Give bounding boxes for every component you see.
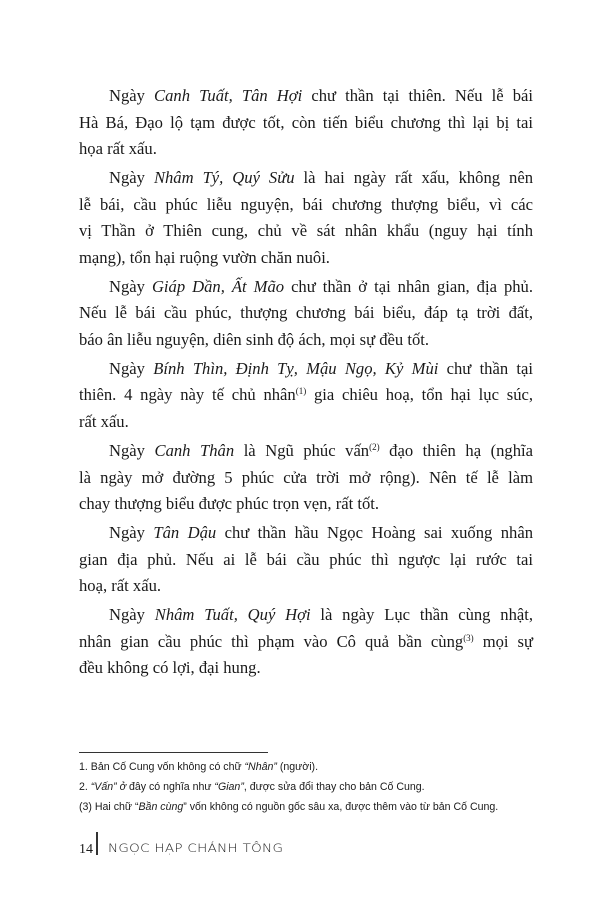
italic-text: Bần cùng: [138, 801, 184, 813]
footnote: [79, 777, 498, 797]
text-run: , được sửa đổi thay cho bản Cố Cung.: [243, 781, 425, 793]
text-line: [79, 520, 533, 547]
text-run: chư thần ở tại nhân gian, địa phủ.: [284, 276, 533, 296]
text-line: [79, 356, 533, 383]
text-run: họa rất xấu.: [79, 139, 157, 159]
page-number: 14: [79, 842, 93, 857]
text-run: mạng), tổn hại ruộng vườn chăn nuôi.: [79, 247, 330, 267]
text-line: [79, 218, 533, 245]
italic-text: Canh Thân: [154, 440, 235, 460]
text-run: chư thần tại: [438, 358, 534, 378]
text-run: Ngày: [109, 86, 155, 105]
text-run: báo ân liễu nguyện, diên sinh độ ách, mọi sự đều tốt.: [79, 329, 430, 349]
text-run: 2.: [79, 781, 91, 793]
text-run: chay thượng biểu được phúc trọn vẹn, rất tốt.: [79, 494, 380, 514]
paragraph: [79, 520, 533, 600]
paragraph: [79, 602, 533, 682]
text-run: (người).: [276, 761, 319, 773]
footnote: [79, 797, 498, 817]
text-run: Ngày: [109, 276, 152, 296]
text-line: [79, 83, 533, 110]
footnote: [79, 757, 498, 777]
text-run: thiên. 4 ngày này tế chủ nhân: [79, 385, 296, 405]
text-run: Ngày: [109, 522, 154, 542]
italic-text: “Gian”: [214, 781, 244, 793]
text-run: nhân gian cầu phúc thì phạm vào Cô quả bần cùng: [79, 631, 464, 651]
italic-text: Nhâm Tuất, Quý Hợi: [154, 605, 311, 625]
text-run: là ngày Lục thần cùng nhật,: [310, 605, 533, 625]
text-run: gia chiêu hoạ, tổn hại lục súc,: [306, 385, 534, 405]
footnote-ref: (3): [463, 632, 474, 643]
text-line: [79, 602, 533, 629]
italic-text: Nhâm Tý, Quý Sửu: [153, 168, 295, 188]
paragraph: [79, 83, 533, 163]
text-line: [79, 629, 533, 656]
text-run: Hà Bá, Đạo lộ tạm được tốt, còn tiến biểu chương thì lại bị tai: [79, 112, 533, 132]
text-run: hoạ, rất xấu.: [79, 576, 162, 596]
text-run: Ngày: [109, 440, 155, 460]
footnote-ref: (2): [369, 441, 380, 452]
text-line: [79, 274, 533, 301]
italic-text: Giáp Dần, Ất Mão: [151, 276, 285, 296]
text-run: ” vốn không có nguồn gốc sâu xa, được thêm vào từ bản Cố Cung.: [183, 801, 499, 813]
text-run: chư thần hầu Ngọc Hoàng sai xuống nhân: [216, 522, 533, 542]
italic-text: Canh Tuất, Tân Hợi: [154, 86, 303, 105]
text-run: lễ bái, cầu phúc liễu nguyện, bái chương thượng biểu, vì các: [79, 194, 533, 214]
text-run: rất xấu.: [79, 412, 129, 432]
text-run: đều không có lợi, đại hung.: [79, 658, 261, 678]
text-run: mọi sự: [473, 631, 533, 651]
text-run: Ngày: [109, 358, 154, 378]
text-line: [79, 655, 533, 682]
footnote-divider: [79, 752, 268, 753]
text-line: [79, 465, 533, 492]
text-line: [79, 245, 533, 272]
text-run: chư thần tại thiên. Nếu lễ bái: [302, 86, 533, 105]
italic-text: “Vấn”: [90, 781, 117, 793]
text-run: đạo thiên hạ (nghĩa: [379, 440, 533, 460]
footer-divider: [96, 832, 98, 855]
italic-text: “Nhân”: [244, 761, 277, 773]
text-run: Ngày: [109, 605, 155, 625]
text-line: [79, 110, 533, 137]
text-line: [79, 192, 533, 219]
body-text: [79, 83, 533, 684]
text-run: Ngày: [109, 168, 154, 188]
text-line: [79, 491, 533, 518]
text-line: [79, 300, 533, 327]
italic-text: Tân Dậu: [153, 522, 217, 542]
italic-text: ở: [119, 781, 127, 793]
paragraph: [79, 165, 533, 271]
text-run: (3) Hai chữ “: [79, 801, 139, 813]
text-run: là Ngũ phúc vấn: [234, 440, 370, 460]
running-title: NGỌC HẠP CHÁNH TÔNG: [108, 842, 284, 856]
text-line: [79, 438, 533, 465]
text-run: 1. Bản Cố Cung vốn không có chữ: [79, 761, 245, 773]
text-run: vị Thần ở Thiên cung, chủ về sát nhân khẩu (nguy hại tính: [79, 221, 533, 241]
text-line: [79, 573, 533, 600]
paragraph: [79, 438, 533, 518]
paragraph: [79, 356, 533, 436]
text-line: [79, 409, 533, 436]
text-run: là hai ngày rất xấu, không nên: [294, 168, 533, 188]
italic-text: Bính Thìn, Định Tỵ, Mậu Ngọ, Kỷ Mùi: [153, 358, 439, 378]
text-line: [79, 136, 533, 163]
text-line: [79, 165, 533, 192]
text-run: đây có nghĩa như: [126, 781, 215, 793]
footnote-ref: (1): [295, 386, 307, 397]
text-line: [79, 327, 533, 354]
text-run: gian địa phủ. Nếu ai lễ bái cầu phúc thì ngược lại rước tai: [79, 549, 533, 569]
text-run: Nếu lễ bái cầu phúc, thượng chương bái biểu, đáp tạ trời đất,: [79, 303, 533, 323]
footnotes: [79, 757, 498, 817]
paragraph: [79, 274, 533, 354]
text-line: [79, 382, 533, 409]
text-line: [79, 547, 533, 574]
text-run: là ngày mở đường 5 phúc cửa trời mở rộng). Nên tế lễ làm: [79, 467, 533, 487]
